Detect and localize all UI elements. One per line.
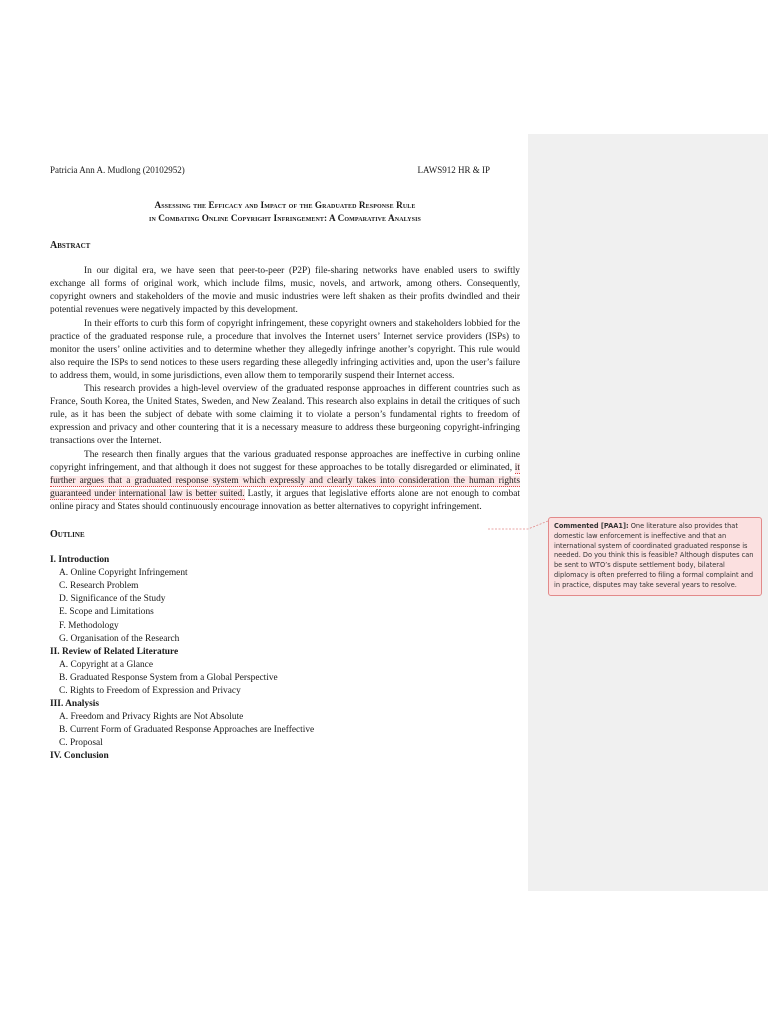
outline-item: F. Methodology <box>59 620 119 631</box>
outline-item: A. Copyright at a Glance <box>59 659 153 670</box>
outline-item: C. Research Problem <box>59 581 139 592</box>
outline-item: E. Scope and Limitations <box>59 607 154 618</box>
abstract-body <box>50 265 520 514</box>
p4-text-before: The research then finally argues that the various graduated response approaches are ineffective in curbing online copyright infringement, and that although it does not suggest for these approaches to be totally disregarded or eliminated, <box>50 449 520 473</box>
title-line-1: Assessing the Efficacy and Impact of the Graduated Response Rule <box>154 200 416 211</box>
abstract-heading: Abstract <box>50 240 91 252</box>
outline-section-heading: I. Introduction <box>50 555 110 566</box>
comment-author: Commented [PAA1]: <box>554 522 629 530</box>
outline-section-heading: II. Review of Related Literature <box>50 646 179 657</box>
abstract-paragraph-4 <box>50 449 520 514</box>
abstract-paragraph-3: This research provides a high-level overview of the graduated response approaches in different countries such as France, South Korea, the United States, Sweden, and New Zealand. This research also explains in detail the critiques of such rule, as it has been the subject of debate with some claiming it to violate a person’s fundamental rights to freedom of expression and privacy and other countering that it is a necessary measure to address these burgeoning copyright-infringing transactions over the Internet. <box>50 384 520 447</box>
title-line-2: in Combating Online Copyright Infringement: A Comparative Analysis <box>149 213 421 224</box>
outline-section-heading: III. Analysis <box>50 699 99 710</box>
abstract-paragraph-1: In our digital era, we have seen that peer-to-peer (P2P) file-sharing networks have enabled users to swiftly exchange all forms of original work, which include films, music, novels, and artwork, among others. Consequently, copyright owners and stakeholders of the movie and music industries were left shaken as their profits dwindled and their potential revenues were negatively impacted by this development. <box>50 266 520 316</box>
outline-item: G. Organisation of the Research <box>59 633 180 644</box>
outline-item: D. Significance of the Study <box>59 594 166 605</box>
outline-item: C. Rights to Freedom of Expression and Privacy <box>59 686 241 696</box>
comment-text: One literature also provides that domestic law enforcement is ineffective and that an international system of coordinated graduated response is needed. Do you think this is feasible? Although disputes can be sent to WTO’s dispute settlement body, bilateral diplomacy is often preferred to filing a formal complaint and in practice, disputes may take several years to resolve. <box>554 522 754 589</box>
commented-text-highlight[interactable]: it further argues that a graduated response system which expressly and clearly takes into consideration the human rights guaranteed under international law is better suited. <box>50 462 520 499</box>
outline-section-heading: IV. Conclusion <box>50 751 109 762</box>
comment-balloon[interactable] <box>548 517 762 596</box>
author-name: Patricia Ann A. Mudlong (20102952) <box>50 165 185 175</box>
course-code: LAWS912 HR & IP <box>417 165 490 175</box>
comment-pane <box>528 134 768 891</box>
document-page <box>50 164 520 764</box>
page-header <box>50 164 520 177</box>
outline-heading: Outline <box>50 528 85 540</box>
outline-item: B. Current Form of Graduated Response Approaches are Ineffective <box>59 725 315 736</box>
p4-text-after: Lastly, it argues that legislative efforts alone are not enough to combat online piracy and States should continuously encourage innovation as better alternatives to copyright infringement. <box>50 488 520 512</box>
outline-item: C. Proposal <box>59 738 103 749</box>
document-title <box>50 199 520 225</box>
outline-list <box>50 554 520 764</box>
outline-item: A. Freedom and Privacy Rights are Not Absolute <box>59 712 244 723</box>
outline-item: B. Graduated Response System from a Global Perspective <box>59 672 278 683</box>
outline-item: A. Online Copyright Infringement <box>59 568 188 579</box>
abstract-paragraph-2: In their efforts to curb this form of copyright infringement, these copyright owners and stakeholders lobbied for the practice of the graduated response rule, a procedure that involves the Internet users’ Internet service providers (ISPs) to monitor the users’ online activities and to determine whether they allegedly infringe another’s copyright. This rule would also require the ISPs to send notices to these users regarding these allegedly infringing activities and, upon the user’s failure to address them, would, in some jurisdictions, even allow them to temporarily suspend their Internet access. <box>50 318 520 381</box>
